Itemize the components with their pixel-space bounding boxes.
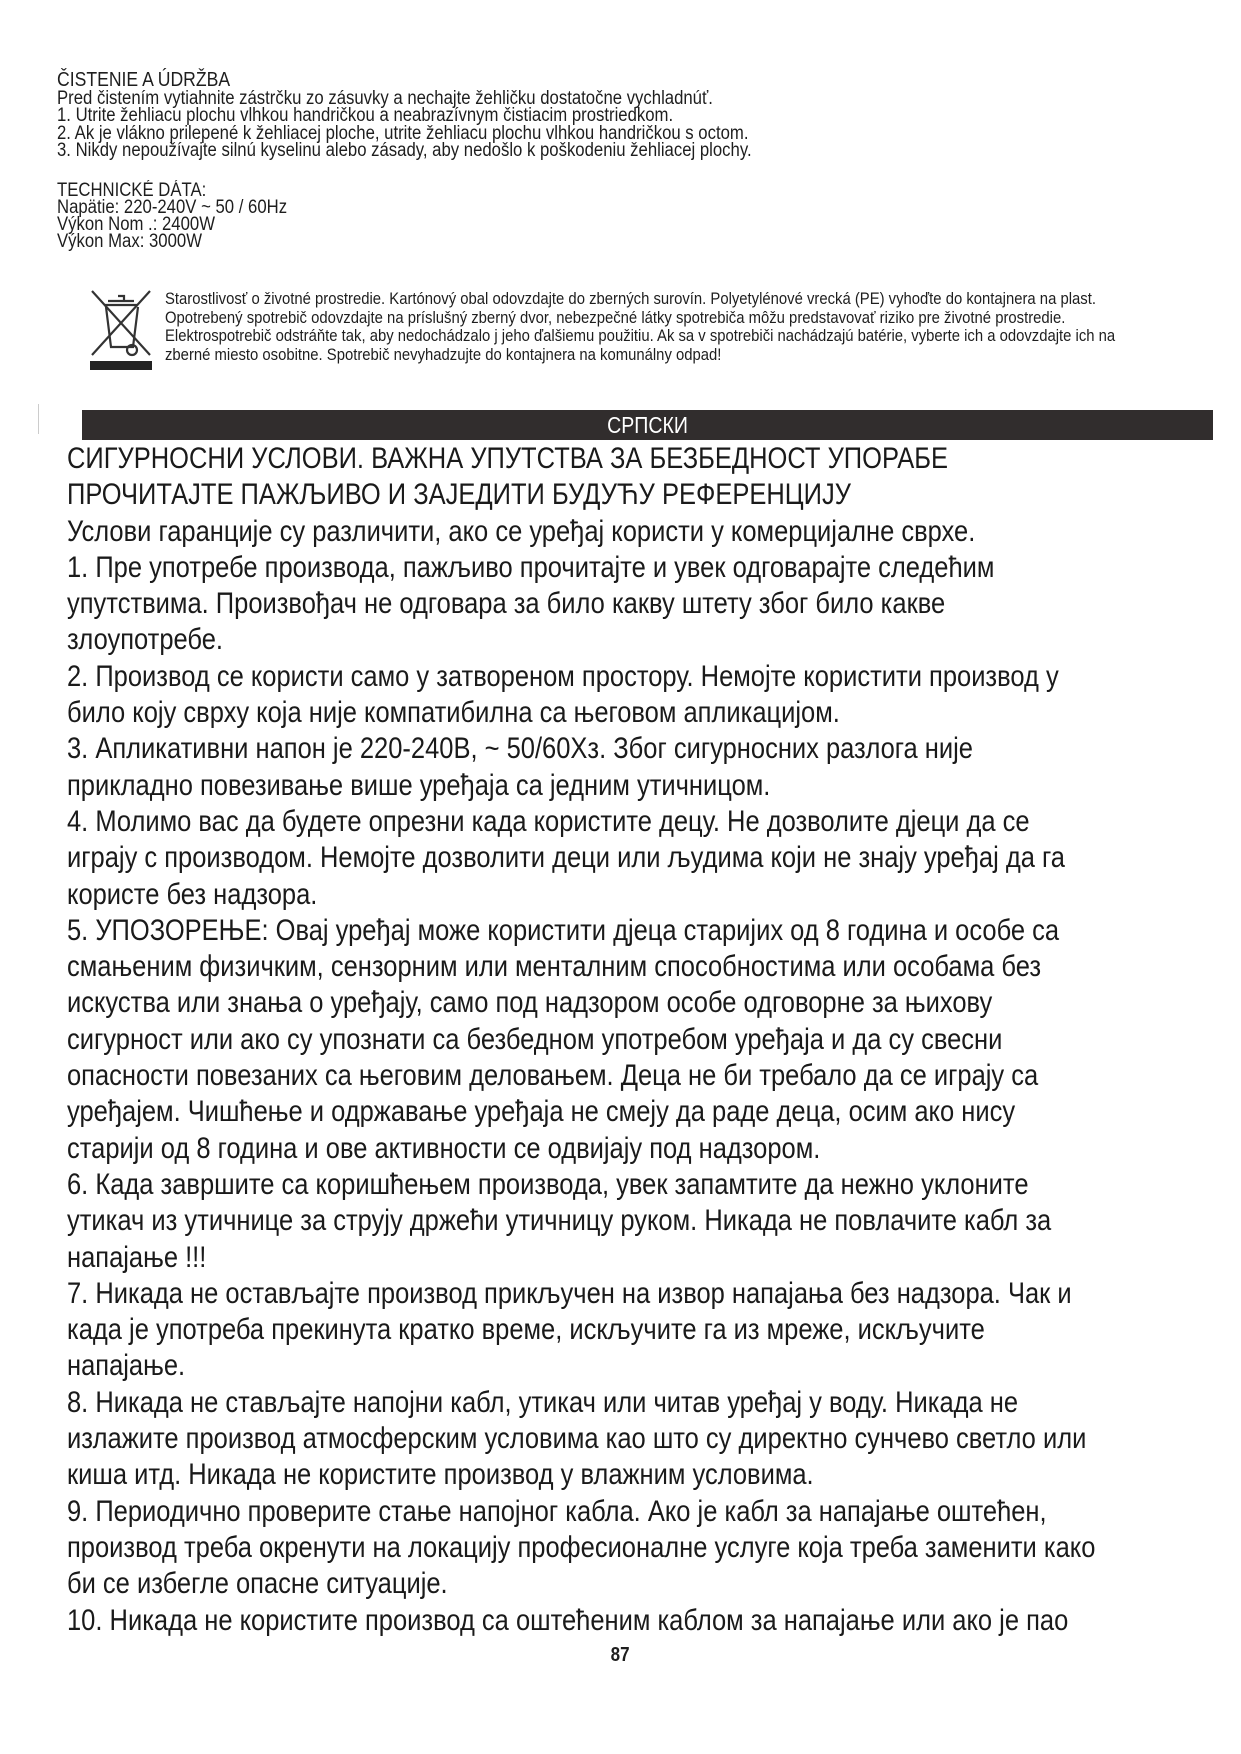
safety-text-line: играју с производом. Немојте дозволити деци или људима који не знају уређај да га xyxy=(67,841,1065,875)
crossed-out-wheelie-bin-icon xyxy=(88,287,154,371)
safety-text-line: производ треба окренути на локацију професионалне услуге која треба заменити како xyxy=(67,1530,1096,1564)
safety-text-line: упутствима. Произвођач не одговара за било какву штету због било какве xyxy=(67,587,946,621)
safety-text-line: када је употреба прекинута кратко време, искључите га из мреже, искључите xyxy=(67,1313,985,1347)
safety-text-line: излажите производ атмосферским условима као што су директно сунчево светло или xyxy=(67,1422,1087,1456)
safety-text-line: користе без надзора. xyxy=(67,877,318,911)
safety-text-line: старији од 8 година и ове активности се одвијају под надзором. xyxy=(67,1131,821,1165)
safety-text-line: прикладно повезивање више уређаја са једним утичницом. xyxy=(67,768,771,802)
safety-text-line: опасности повезаних са његовим деловањем. Деца не би требало да се играју са xyxy=(67,1059,1039,1093)
safety-text-line: уређајем. Чишћење и одржавање уређаја не смеју да раде деца, осим ако нису xyxy=(67,1095,1016,1129)
safety-instructions xyxy=(67,441,1095,1639)
safety-text-line: смањеним физичким, сензорним или менталним способностима или особама без xyxy=(67,950,1042,984)
safety-heading-line: ПРОЧИТАЈТЕ ПАЖЉИВО И ЗАЈЕДИТИ БУДУЋУ РЕФЕРЕНЦИЈУ xyxy=(67,478,851,512)
page-number-text: 87 xyxy=(611,1644,630,1666)
safety-text-line: Услови гаранције су различити, ако се уређај користи у комерцијалне сврхе. xyxy=(67,514,976,548)
page-number xyxy=(0,1644,1241,1667)
safety-text-line: напајање. xyxy=(67,1349,186,1383)
safety-text-line: 9. Периодично проверите стање напојног кабла. Ако је кабл за напајање оштећен, xyxy=(67,1494,1047,1528)
safety-text-line: би се избегле опасне ситуације. xyxy=(67,1567,448,1601)
safety-text-line: било коју сврху која није компатибилна са његовом апликацијом. xyxy=(67,696,840,730)
safety-text-line: злоупотребе. xyxy=(67,623,223,657)
safety-text-line: утикач из утичнице за струју држећи утичницу руком. Никада не повлачите кабл за xyxy=(67,1204,1052,1238)
safety-text-line: 4. Молимо вас да будете опрезни када користите децу. Не дозволите дјеци да се xyxy=(67,804,1030,838)
environment-notice xyxy=(165,290,1115,364)
safety-text-line: 10. Никада не користите производ са оштећеним каблом за напајање или ако је пао xyxy=(67,1603,1069,1637)
tech-data-section xyxy=(57,182,287,250)
language-section-bar xyxy=(82,410,1213,440)
tech-data-heading: TECHNICKÉ DÁTA: xyxy=(57,180,207,201)
safety-text-line: 8. Никада не стављајте напојни кабл, утикач или читав уређај у воду. Никада не xyxy=(67,1385,1019,1419)
language-label: СРПСКИ xyxy=(607,412,688,438)
cleaning-line: 3. Nikdy nepoužívajte silnú kyselinu alebo zásady, aby nedošlo k poškodeniu žehliacej plochy. xyxy=(57,140,752,161)
safety-text-line: 1. Пре употребе производа, пажљиво прочитајте и увек одговарајте следећим xyxy=(67,550,995,584)
cleaning-section xyxy=(57,69,752,161)
safety-heading-line: СИГУРНОСНИ УСЛОВИ. ВАЖНА УПУТСТВА ЗА БЕЗБЕДНОСТ УПОРАБЕ xyxy=(67,442,949,475)
safety-text-line: киша итд. Никада не користите производ у влажним условима. xyxy=(67,1458,814,1492)
cleaning-line: Pred čistením vytiahnite zástrčku zo zásuvky a nechajte žehličku dostatočne vychladnúť. xyxy=(57,87,713,109)
safety-text-line: 3. Апликативни напон је 220-240В, ~ 50/60Хз. Због сигурносних разлога није xyxy=(67,732,973,766)
safety-text-line: искуства или знања о уређају, само под надзором особе одговорне за њихову xyxy=(67,986,993,1020)
tech-data-line: Výkon Nom .: 2400W xyxy=(57,214,215,235)
safety-text-line: 7. Никада не остављајте производ прикључен на извор напајања без надзора. Чак и xyxy=(67,1276,1072,1310)
environment-line: Opotrebený spotrebič odovzdajte na príslušný zberný dvor, nebezpečné látky spotrebiča môžu predstavovať riziko pre životné prostredie. xyxy=(165,308,1066,327)
cleaning-line: 2. Ak je vlákno prilepené k žehliacej ploche, utrite žehliacu plochu vlhkou handričkou s octom. xyxy=(57,122,749,144)
tech-data-line: Napätie: 220-240V ~ 50 / 60Hz xyxy=(57,197,288,218)
margin-rule xyxy=(38,404,39,434)
safety-text-line: сигурност или ако су упознати са безбедном употребом уређаја и да су свесни xyxy=(67,1022,1003,1056)
tech-data-line: Výkon Max: 3000W xyxy=(57,231,202,252)
safety-text-line: 5. УПОЗОРЕЊЕ: Овај уређај може користити дјеца старијих од 8 година и особе са xyxy=(67,913,1060,947)
safety-text-line: 2. Производ се користи само у затвореном простору. Немојте користити производ у xyxy=(67,659,1059,693)
environment-line: zberné miesto osobitne. Spotrebič nevyhadzujte do kontajnera na komunálny odpad! xyxy=(165,345,722,364)
cleaning-heading: ČISTENIE A ÚDRŽBA xyxy=(57,69,231,91)
environment-line: Starostlivosť o životné prostredie. Kartónový obal odovzdajte do zberných surovín. Polyetylénové vrecká (PE) vyhoďte do kontajnera na plast. xyxy=(165,290,1096,308)
safety-text-line: напајање !!! xyxy=(67,1240,207,1274)
environment-line: Elektrospotrebič odstráňte tak, aby nedochádzalo j jeho ďalšiemu použitiu. Ak sa v spotrebiči nachádzajú batérie, vyberte ich a odovzdajte ich na xyxy=(165,327,1116,345)
safety-text-line: 6. Када завршите са коришћењем производа, увек запамтите да нежно уклоните xyxy=(67,1167,1029,1201)
cleaning-line: 1. Utrite žehliacu plochu vlhkou handričkou a neabrazívnym čistiacim prostriedkom. xyxy=(57,105,674,126)
